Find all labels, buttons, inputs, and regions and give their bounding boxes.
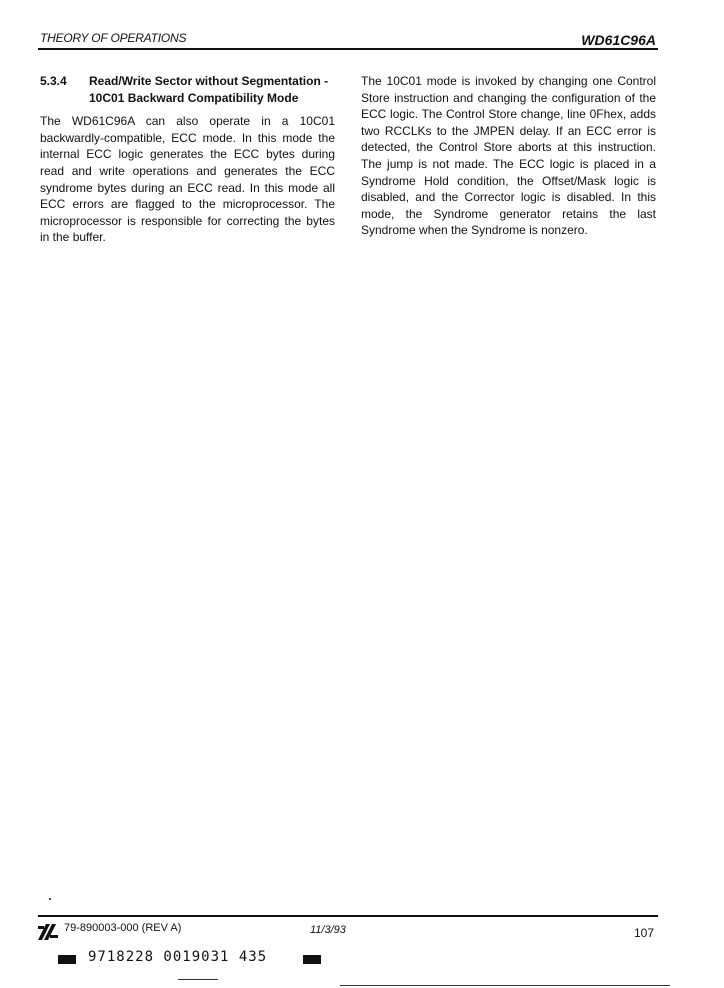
barcode-mark-right <box>303 955 321 964</box>
section-number: 5.3.4 <box>40 74 67 88</box>
page-number: 107 <box>633 926 654 940</box>
company-logo-icon <box>38 924 58 940</box>
section-title: Read/Write Sector without Segmentation - 10C01 Backward Compatibility Mode <box>89 74 329 105</box>
scan-speck <box>49 898 51 900</box>
scan-code: 9718228 0019031 435 <box>88 949 268 965</box>
header-section-label: THEORY OF OPERATIONS <box>40 31 187 45</box>
right-paragraph: The 10C01 mode is invoked by changing one Control Store instruction and changing the configuration of the ECC logic. The Control Store change, line 0Fhex, adds two RCCLKs to the JMPEN delay. If an ECC error is detected, the Control Store aborts at this instruction. The jump is not made. The ECC logic is placed in a Syndrome Hold condition, the Offset/Mask logic is disabled, and the Corrector logic is disabled. In this mode, the Syndrome generator retains the last Syndrome when the Syndrome is nonzero. <box>361 74 656 238</box>
scan-line <box>178 979 218 980</box>
left-column <box>40 73 335 246</box>
document-date: 11/3/93 <box>310 924 346 936</box>
footer-rule <box>38 915 658 917</box>
barcode-mark-left <box>58 955 76 964</box>
header-rule <box>38 48 658 50</box>
document-number: 79-890003-000 (REV A) <box>64 922 182 934</box>
scan-line <box>340 985 670 986</box>
left-paragraph: The WD61C96A can also operate in a 10C01 backwardly-compatible, ECC mode. In this mode the internal ECC logic generates the ECC bytes during read and write operations and generates the ECC syndrome bytes during an ECC read. In this mode all ECC errors are flagged to the microprocessor. The microprocessor is responsible for correcting the bytes in the buffer. <box>40 114 335 245</box>
right-column <box>361 73 656 239</box>
header-part-number: WD61C96A <box>581 32 656 48</box>
section-heading <box>40 73 335 106</box>
